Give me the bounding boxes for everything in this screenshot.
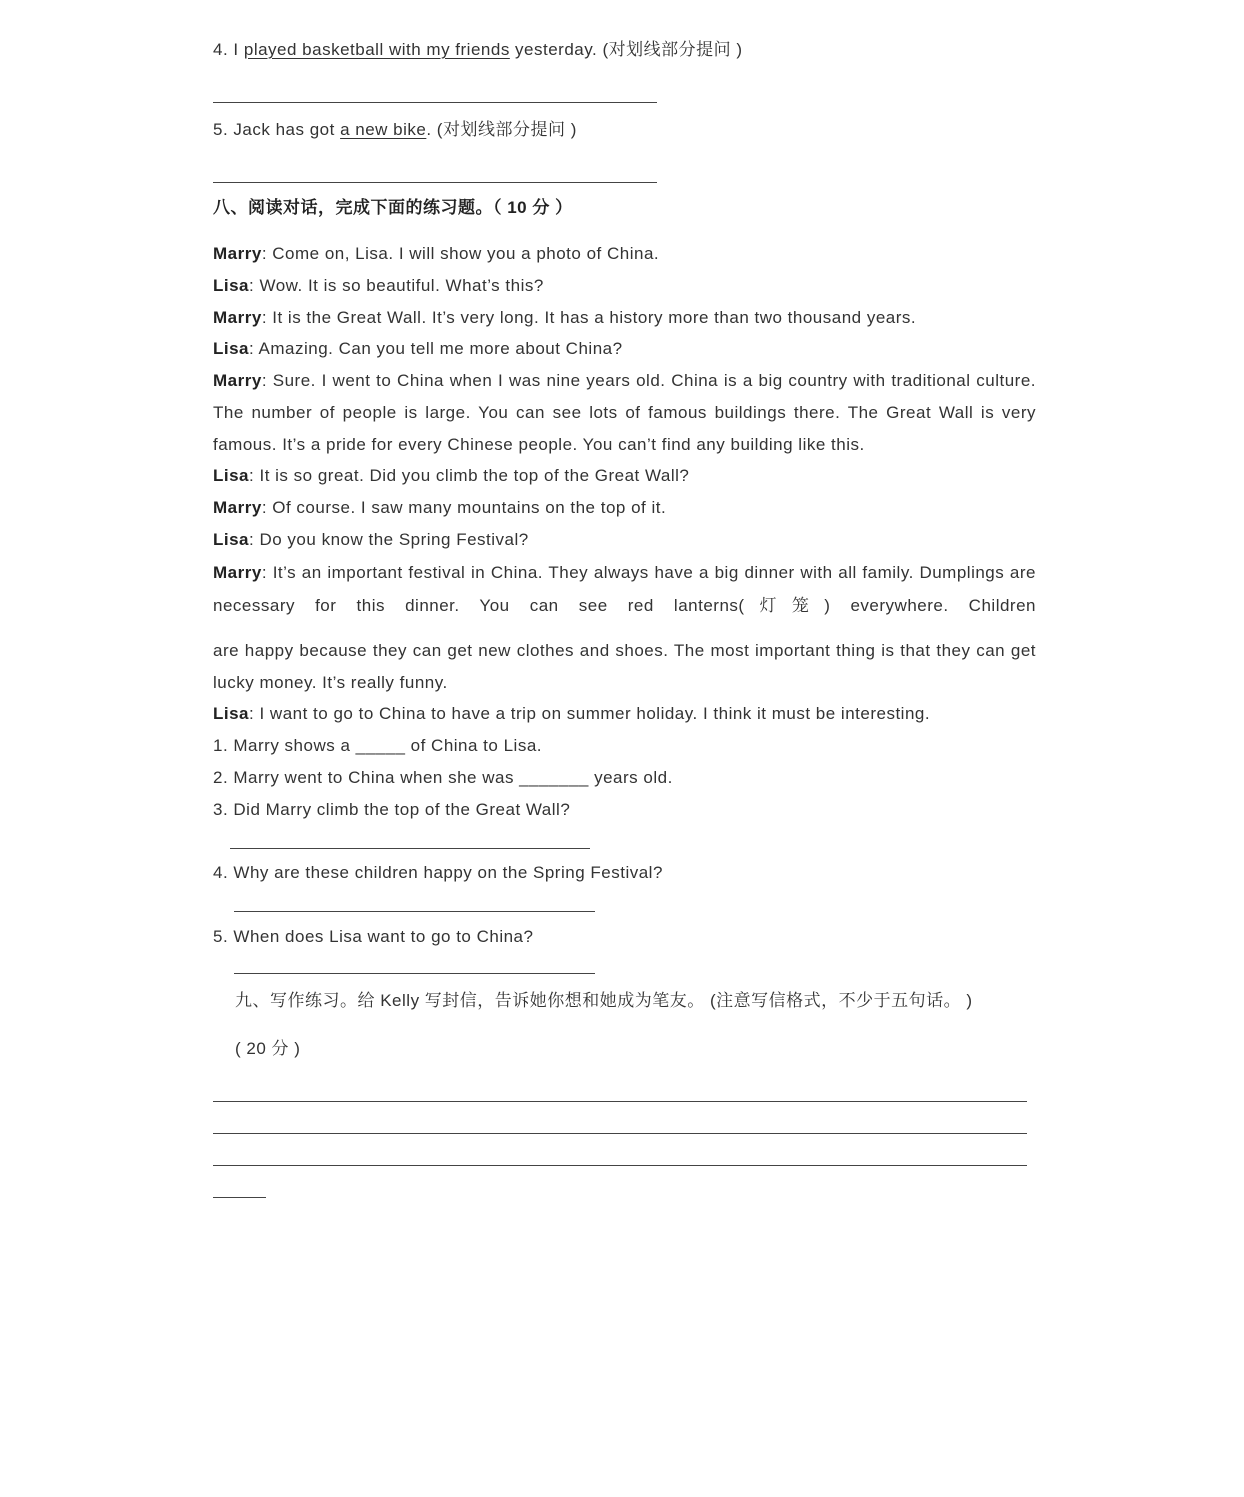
- speaker: Marry: [213, 371, 262, 390]
- speech: : I want to go to China to have a trip on summer holiday. I think it must be interesting.: [249, 704, 931, 723]
- dialogue-line: [213, 460, 1036, 492]
- speech: : Amazing. Can you tell me more about China?: [249, 339, 623, 358]
- speaker: Lisa: [213, 339, 250, 358]
- speaker: Lisa: [213, 276, 250, 295]
- speech: : It is the Great Wall. It’s very long. It has a history more than two thousand years.: [261, 308, 917, 327]
- answer-line-5[interactable]: [213, 182, 657, 183]
- speech: : Wow. It is so beautiful. What’s this?: [249, 276, 544, 295]
- q4-suffix: yesterday. (对划线部分提问 ): [509, 40, 743, 59]
- answer-line-4[interactable]: [213, 102, 657, 103]
- speaker: Lisa: [213, 704, 250, 723]
- q5-prefix: 5. Jack has got: [213, 120, 341, 139]
- dialogue-line: [213, 698, 1036, 730]
- speaker: Marry: [213, 498, 262, 517]
- speaker: Lisa: [213, 466, 250, 485]
- speech: : Of course. I saw many mountains on the top of it.: [261, 498, 667, 517]
- dialogue-line-continued: [213, 635, 1036, 699]
- dialogue-line: [213, 333, 1036, 365]
- speaker: Marry: [213, 308, 262, 327]
- writing-line[interactable]: [213, 1133, 1027, 1134]
- dialogue-line: [213, 365, 1036, 461]
- reading-question-5: 5. When does Lisa want to go to China?: [213, 927, 534, 946]
- section-9-score: ( 20 分 ): [235, 1039, 301, 1058]
- answer-line-r5[interactable]: [234, 973, 595, 974]
- writing-line[interactable]: [213, 1101, 1027, 1102]
- dialogue-line: [213, 556, 1036, 622]
- speech: : Come on, Lisa. I will show you a photo of China.: [261, 244, 660, 263]
- dialogue-line: [213, 270, 1036, 302]
- reading-question-1: 1. Marry shows a _____ of China to Lisa.: [213, 736, 542, 755]
- writing-line[interactable]: [213, 1165, 1027, 1166]
- speech: : Sure. I went to China when I was nine years old. China is a big country with traditional culture. The number of people is large. You can see lots of famous buildings there. The Great Wall is very famous. It’s a pride for every Chinese people. You can’t find any building like this.: [213, 371, 1036, 454]
- writing-line[interactable]: [213, 1197, 266, 1198]
- speech: : It’s an important festival in China. They always have a big dinner with all family. Dumplings are necessary for this dinner. You can see red lanterns(灯笼) everywhere. Children: [213, 563, 1036, 615]
- answer-line-r3[interactable]: [230, 848, 590, 849]
- speech: : Do you know the Spring Festival?: [249, 530, 529, 549]
- speaker: Lisa: [213, 530, 250, 549]
- reading-question-2: 2. Marry went to China when she was _______ years old.: [213, 768, 673, 787]
- speaker: Marry: [213, 563, 262, 582]
- dialogue-line: [213, 302, 1036, 334]
- q4-prefix: 4. I: [213, 40, 244, 59]
- speech: are happy because they can get new clothes and shoes. The most important thing is that they can get lucky money. It’s really funny.: [213, 641, 1036, 692]
- section-8-heading: 八、阅读对话，完成下面的练习题。（ 10 分 ）: [213, 198, 573, 217]
- speaker: Marry: [213, 244, 262, 263]
- question-5: [213, 119, 577, 141]
- reading-question-4: 4. Why are these children happy on the Spring Festival?: [213, 863, 663, 882]
- speech: : It is so great. Did you climb the top of the Great Wall?: [249, 466, 690, 485]
- dialogue-line: [213, 524, 1036, 556]
- q5-underlined: a new bike: [340, 120, 427, 139]
- dialogue-line: [213, 238, 1036, 270]
- q5-suffix: . (对划线部分提问 ): [426, 120, 577, 139]
- q4-underlined: played basketball with my friends: [243, 40, 510, 59]
- dialogue-line: [213, 492, 1036, 524]
- answer-line-r4[interactable]: [234, 911, 595, 912]
- reading-question-3: 3. Did Marry climb the top of the Great Wall?: [213, 800, 571, 819]
- question-4: [213, 39, 742, 61]
- section-9-heading: 九、写作练习。给 Kelly 写封信，告诉她你想和她成为笔友。 (注意写信格式，不少于五句话。 ): [235, 991, 973, 1010]
